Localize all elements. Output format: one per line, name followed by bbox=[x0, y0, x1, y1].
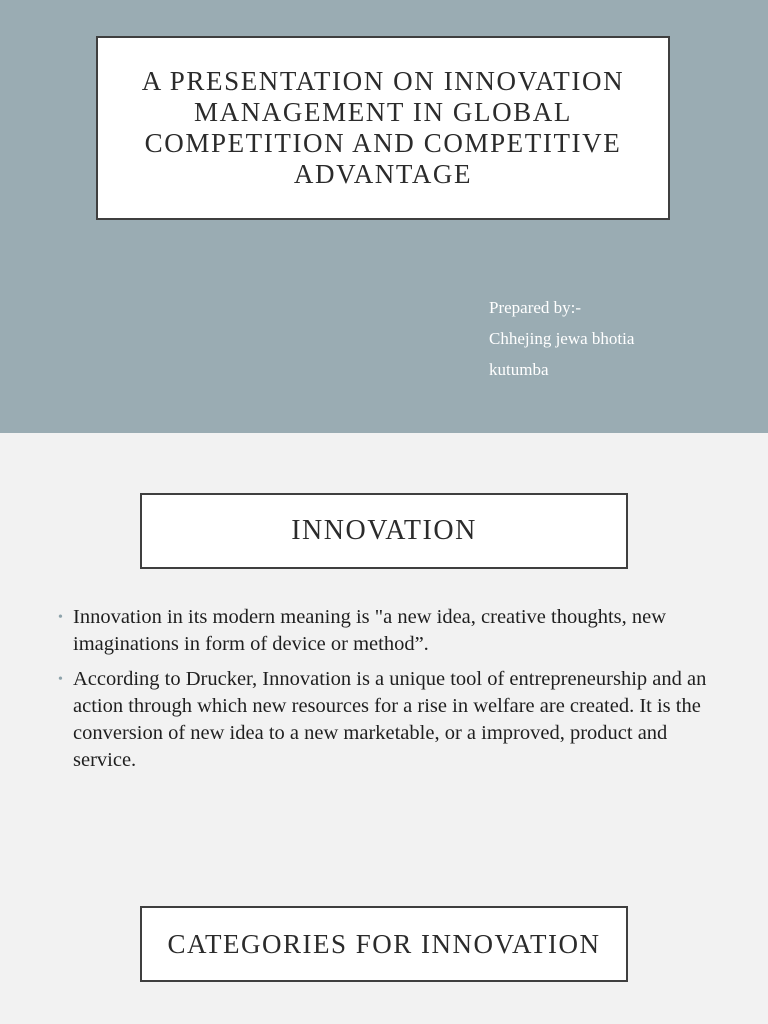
prepared-by-label: Prepared by:- bbox=[489, 298, 582, 317]
prepared-by-block bbox=[489, 292, 634, 385]
bullet-text: According to Drucker, Innovation is a unique tool of entrepreneurship and an action through which new resources for a rise in welfare are created. It is the conversion of new idea to a new marketable, or a improved, product and service. bbox=[73, 668, 707, 771]
innovation-heading-box bbox=[140, 493, 628, 569]
bullet-dot-icon: • bbox=[58, 672, 63, 687]
bullet-list bbox=[58, 604, 708, 782]
categories-heading-box bbox=[140, 906, 628, 982]
presentation-title: A PRESENTATION ON INNOVATION MANAGEMENT IN GLOBAL COMPETITION AND COMPETITIVE ADVANTAGE bbox=[141, 66, 625, 189]
innovation-heading: INNOVATION bbox=[291, 515, 477, 546]
title-box bbox=[96, 36, 670, 220]
categories-heading: CATEGORIES FOR INNOVATION bbox=[167, 928, 601, 959]
title-slide bbox=[0, 0, 768, 433]
list-item bbox=[58, 666, 708, 774]
author-line-2: kutumba bbox=[489, 360, 549, 379]
author-line-1: Chhejing jewa bhotia bbox=[489, 329, 635, 348]
bullet-text: Innovation in its modern meaning is "a new idea, creative thoughts, new imaginations in form of device or method”. bbox=[73, 606, 667, 655]
bullet-dot-icon: • bbox=[58, 610, 63, 625]
content-slide bbox=[0, 433, 768, 1024]
list-item bbox=[58, 604, 708, 658]
